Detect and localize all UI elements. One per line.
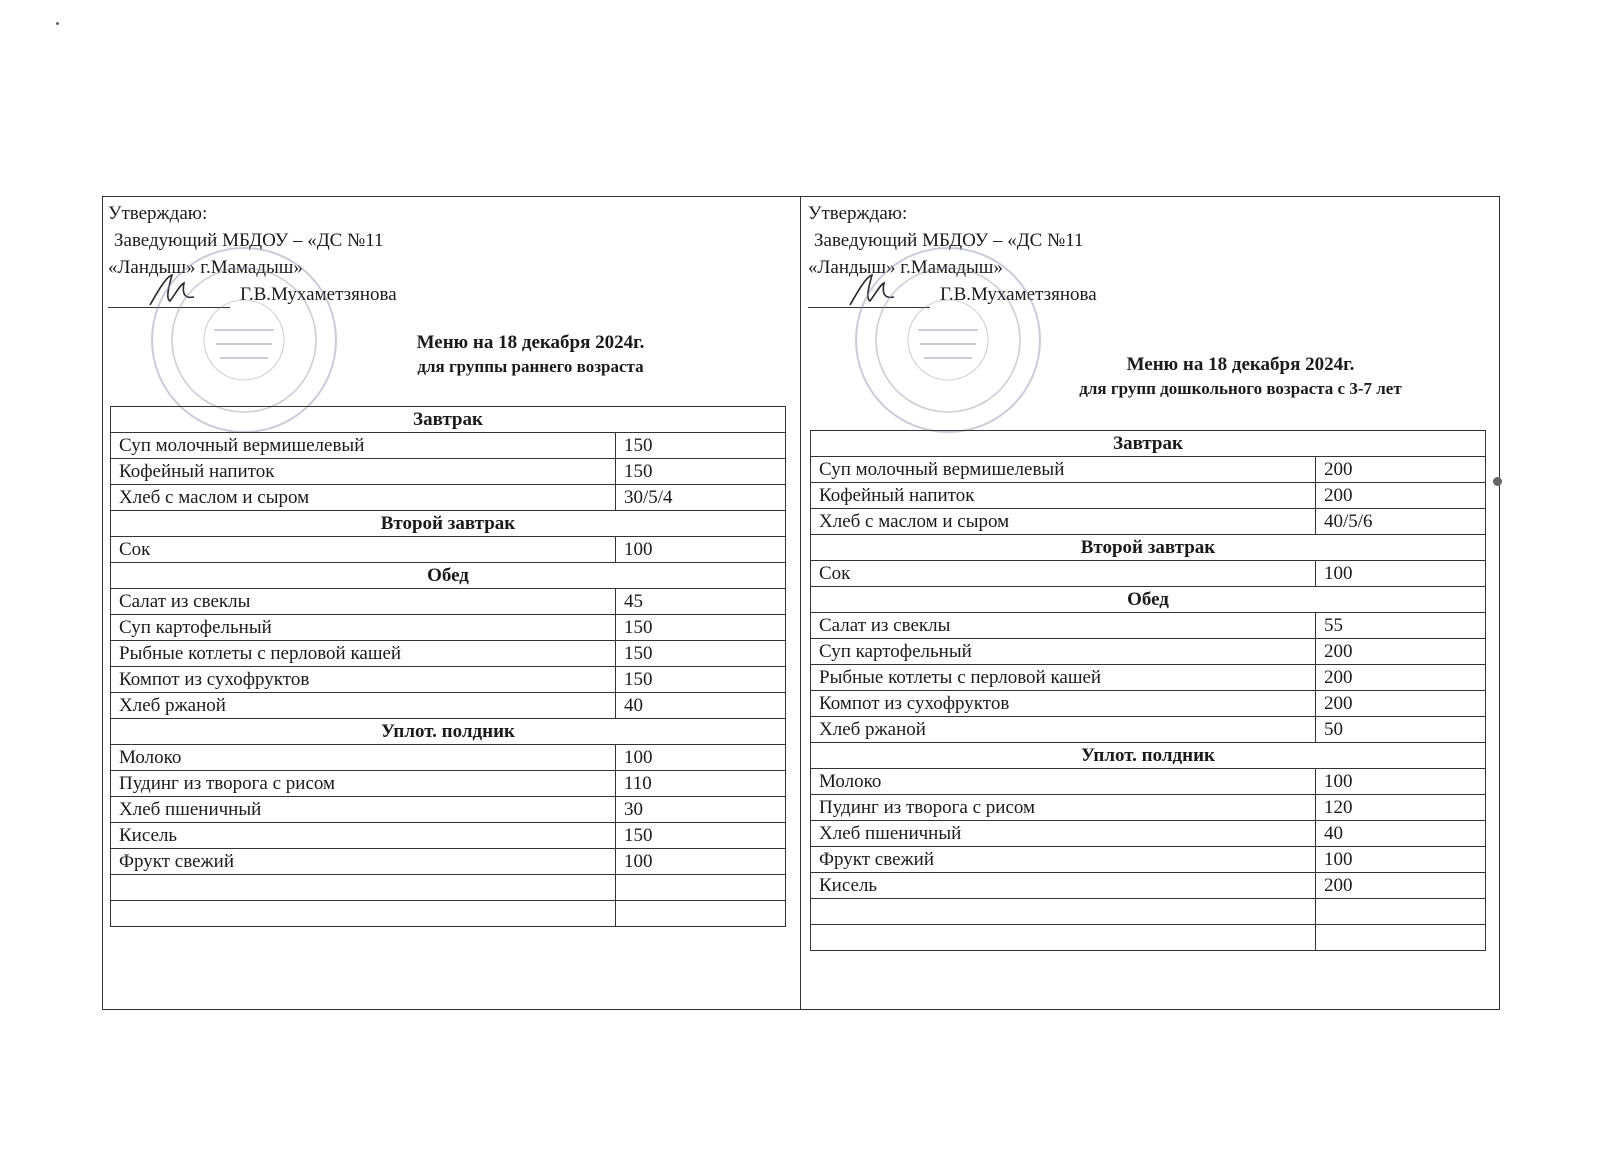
scan-speck	[56, 22, 59, 25]
empty-cell	[1316, 899, 1486, 925]
dish-name: Суп картофельный	[811, 639, 1316, 665]
menu-item-row	[811, 613, 1486, 639]
menu-item-row	[111, 459, 786, 485]
portion-size: 200	[1316, 639, 1486, 665]
dish-name: Хлеб ржаной	[111, 693, 616, 719]
section-header-row	[811, 535, 1486, 561]
dish-name: Пудинг из творога с рисом	[111, 771, 616, 797]
approval-position: Заведующий МБДОУ – «ДС №11	[114, 230, 384, 251]
menu-subtitle: для групп дошкольного возраста с 3-7 лет	[1079, 379, 1402, 398]
portion-size: 110	[616, 771, 786, 797]
menu-item-row	[811, 873, 1486, 899]
menu-item-row	[111, 797, 786, 823]
section-header-row	[811, 743, 1486, 769]
empty-row	[111, 875, 786, 901]
signature-mark	[846, 271, 906, 311]
signature-line	[808, 287, 930, 308]
scan-speck	[1493, 477, 1502, 486]
portion-size: 30/5/4	[616, 485, 786, 511]
dish-name: Компот из сухофруктов	[811, 691, 1316, 717]
signature-line	[108, 287, 230, 308]
dish-name: Фрукт свежий	[811, 847, 1316, 873]
portion-size: 200	[1316, 665, 1486, 691]
dish-name: Кофейный напиток	[111, 459, 616, 485]
menu-item-row	[811, 691, 1486, 717]
approver-name: Г.В.Мухаметзянова	[940, 284, 1097, 305]
portion-size: 150	[616, 823, 786, 849]
signature-row	[808, 281, 1493, 308]
approval-organization: «Ландыш» г.Мамадыш»	[808, 257, 1003, 278]
menu-item-row	[111, 693, 786, 719]
menu-table-preschool	[810, 430, 1486, 951]
approval-position: Заведующий МБДОУ – «ДС №11	[814, 230, 1084, 251]
section-header-row	[111, 511, 786, 537]
dish-name: Кисель	[111, 823, 616, 849]
menu-item-row	[111, 823, 786, 849]
empty-cell	[811, 925, 1316, 951]
menu-panel-early-age	[108, 200, 793, 378]
column-divider	[800, 196, 801, 1010]
portion-size: 200	[1316, 457, 1486, 483]
section-title: Второй завтрак	[811, 535, 1486, 561]
menu-subtitle: для группы раннего возраста	[417, 357, 644, 376]
section-title: Завтрак	[111, 407, 786, 433]
dish-name: Сок	[811, 561, 1316, 587]
dish-name: Суп картофельный	[111, 615, 616, 641]
empty-row	[811, 899, 1486, 925]
empty-row	[811, 925, 1486, 951]
approval-block	[808, 200, 1493, 308]
empty-cell	[111, 901, 616, 927]
approver-name: Г.В.Мухаметзянова	[240, 284, 397, 305]
menu-item-row	[811, 561, 1486, 587]
portion-size: 100	[616, 537, 786, 563]
approval-organization: «Ландыш» г.Мамадыш»	[108, 257, 303, 278]
menu-item-row	[811, 639, 1486, 665]
approval-label: Утверждаю:	[108, 203, 208, 224]
dish-name: Рыбные котлеты с перловой кашей	[811, 665, 1316, 691]
section-header-row	[111, 563, 786, 589]
menu-item-row	[811, 795, 1486, 821]
dish-name: Молоко	[111, 745, 616, 771]
dish-name: Фрукт свежий	[111, 849, 616, 875]
dish-name: Хлеб ржаной	[811, 717, 1316, 743]
dish-name: Салат из свеклы	[111, 589, 616, 615]
menu-title: Меню на 18 декабря 2024г.	[1126, 354, 1355, 375]
menu-panel-preschool	[808, 200, 1493, 400]
section-header-row	[811, 587, 1486, 613]
menu-title-block	[108, 330, 793, 378]
menu-item-row	[111, 433, 786, 459]
portion-size: 150	[616, 459, 786, 485]
menu-item-row	[111, 615, 786, 641]
portion-size: 200	[1316, 873, 1486, 899]
portion-size: 45	[616, 589, 786, 615]
dish-name: Хлеб с маслом и сыром	[111, 485, 616, 511]
menu-item-row	[111, 745, 786, 771]
section-title: Завтрак	[811, 431, 1486, 457]
empty-row	[111, 901, 786, 927]
dish-name: Кисель	[811, 873, 1316, 899]
portion-size: 200	[1316, 691, 1486, 717]
dish-name: Хлеб пшеничный	[811, 821, 1316, 847]
section-title: Обед	[111, 563, 786, 589]
dish-name: Молоко	[811, 769, 1316, 795]
empty-cell	[1316, 925, 1486, 951]
dish-name: Суп молочный вермишелевый	[811, 457, 1316, 483]
menu-item-row	[811, 769, 1486, 795]
portion-size: 55	[1316, 613, 1486, 639]
section-title: Уплот. полдник	[811, 743, 1486, 769]
menu-title-block	[808, 352, 1493, 400]
dish-name: Кофейный напиток	[811, 483, 1316, 509]
menu-item-row	[811, 509, 1486, 535]
menu-item-row	[811, 483, 1486, 509]
section-title: Уплот. полдник	[111, 719, 786, 745]
menu-item-row	[811, 665, 1486, 691]
menu-item-row	[811, 717, 1486, 743]
portion-size: 150	[616, 667, 786, 693]
empty-cell	[811, 899, 1316, 925]
empty-cell	[111, 875, 616, 901]
menu-item-row	[111, 485, 786, 511]
empty-cell	[616, 875, 786, 901]
section-header-row	[111, 719, 786, 745]
portion-size: 200	[1316, 483, 1486, 509]
approval-label: Утверждаю:	[808, 203, 908, 224]
portion-size: 100	[616, 849, 786, 875]
portion-size: 40	[1316, 821, 1486, 847]
portion-size: 100	[1316, 769, 1486, 795]
dish-name: Салат из свеклы	[811, 613, 1316, 639]
portion-size: 150	[616, 615, 786, 641]
portion-size: 40	[616, 693, 786, 719]
menu-item-row	[111, 641, 786, 667]
portion-size: 50	[1316, 717, 1486, 743]
portion-size: 100	[1316, 847, 1486, 873]
dish-name: Суп молочный вермишелевый	[111, 433, 616, 459]
dish-name: Хлеб пшеничный	[111, 797, 616, 823]
menu-item-row	[111, 849, 786, 875]
portion-size: 150	[616, 641, 786, 667]
menu-item-row	[811, 821, 1486, 847]
portion-size: 120	[1316, 795, 1486, 821]
menu-item-row	[111, 771, 786, 797]
signature-row	[108, 281, 793, 308]
section-header-row	[111, 407, 786, 433]
section-header-row	[811, 431, 1486, 457]
menu-item-row	[111, 589, 786, 615]
dish-name: Хлеб с маслом и сыром	[811, 509, 1316, 535]
portion-size: 100	[1316, 561, 1486, 587]
menu-title: Меню на 18 декабря 2024г.	[416, 332, 645, 353]
empty-cell	[616, 901, 786, 927]
menu-item-row	[811, 457, 1486, 483]
menu-item-row	[111, 667, 786, 693]
menu-table-early-age	[110, 406, 786, 927]
dish-name: Рыбные котлеты с перловой кашей	[111, 641, 616, 667]
approval-block	[108, 200, 793, 308]
portion-size: 30	[616, 797, 786, 823]
section-title: Второй завтрак	[111, 511, 786, 537]
menu-item-row	[111, 537, 786, 563]
dish-name: Сок	[111, 537, 616, 563]
portion-size: 150	[616, 433, 786, 459]
menu-item-row	[811, 847, 1486, 873]
portion-size: 100	[616, 745, 786, 771]
signature-mark	[146, 271, 206, 311]
dish-name: Пудинг из творога с рисом	[811, 795, 1316, 821]
dish-name: Компот из сухофруктов	[111, 667, 616, 693]
portion-size: 40/5/6	[1316, 509, 1486, 535]
section-title: Обед	[811, 587, 1486, 613]
